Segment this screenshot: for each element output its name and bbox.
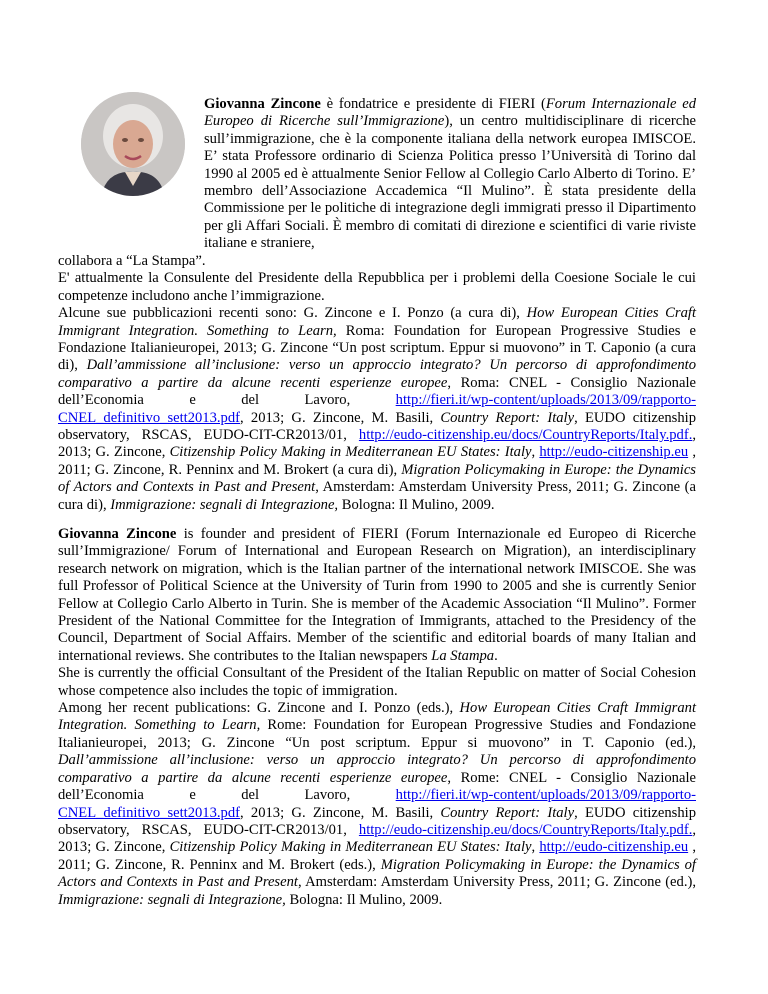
text-run: , 2013; G. Zincone, bbox=[58, 427, 696, 461]
portrait-image bbox=[81, 92, 185, 196]
italian-bio-body bbox=[58, 253, 696, 514]
text-run: , 2013; G. Zincone, M. Basili, bbox=[240, 804, 441, 821]
text-run: , EUDO citizenship observatory, RSCAS, EUDO-CIT-CR2013/01, bbox=[58, 804, 696, 838]
title-italic: How European Cities Craft Immigrant Integration. Something to Learn, bbox=[58, 305, 697, 339]
text-run: , bbox=[531, 839, 540, 856]
text-run: , Amsterdam: Amsterdam University Press, 2011; G. Zincone (a cura di), bbox=[58, 479, 696, 513]
newspaper-italic: La Stampa bbox=[431, 647, 495, 664]
portrait-photo bbox=[81, 92, 185, 196]
title-italic: How European Cities Craft Immigrant Integration. Something to Learn, bbox=[58, 700, 696, 734]
title-italic: Immigrazione: segnali di Integrazione, bbox=[58, 891, 286, 908]
text-run: , bbox=[531, 444, 540, 461]
italian-name: Giovanna Zincone bbox=[204, 96, 321, 112]
english-paragraph-3 bbox=[58, 700, 696, 909]
eudo-country-report-link[interactable]: http://eudo-citizenship.eu/docs/CountryReports/Italy.pdf. bbox=[358, 821, 693, 838]
text-run: , 2013; G. Zincone, bbox=[58, 821, 696, 856]
text-run: is founder and president of FIERI (Forum Internazionale ed Europeo di Ricerche sull’Immigrazione/ Forum of International and European Research on Migration), an interdisciplinary research network on migration, which is the Italian partner of the international network IMISCOE. She was full Professor of Political Science at the University of Turin from 1990 to 2005 and she is currently Senior Fellow at Collegio Carlo Alberto in Turin. She is member of the Academic Association “Il Mulino”. Former President of the National Committee for the Integration of Immigrants, attached to the Presidency of the Council, Department of Social Affairs. Member of the scientific and editorial boards of many Italian and international reviews. She contributes to the Italian newspapers bbox=[58, 526, 697, 664]
text-run: è fondatrice e presidente di FIERI ( bbox=[320, 96, 546, 112]
title-italic: Migration Policymaking in Europe: the Dynamics of Actors and Contexts in Past and Present bbox=[58, 461, 696, 496]
text-run: , 2011; G. Zincone, R. Penninx and M. Brokert (a cura di), bbox=[58, 444, 696, 478]
text-run: collabora a “La Stampa”. bbox=[58, 253, 206, 269]
text-run: , 2011; G. Zincone, R. Penninx and M. Brokert (eds.), bbox=[58, 839, 696, 873]
eudo-country-report-link[interactable]: http://eudo-citizenship.eu/docs/CountryReports/Italy.pdf. bbox=[358, 427, 693, 444]
text-run: Roma: Foundation for European Progressive Studies e Fondazione Italianieuropei, 2013; G. Zincone “Un post scriptum. Eppur si muovono” in T. Caponio (a cura di), bbox=[58, 322, 696, 374]
english-bio bbox=[58, 526, 696, 909]
english-paragraph-2: She is currently the official Consultant of the President of the Italian Republic on matter of Social Cohesion whose competence also includes the topic of immigration. bbox=[58, 665, 696, 699]
text-run: Among her recent publications: G. Zincone and I. Ponzo (eds.), bbox=[58, 700, 460, 717]
text-run: , Amsterdam: Amsterdam University Press, 2011; G. Zincone (ed.), bbox=[297, 874, 696, 891]
english-paragraph-1 bbox=[58, 526, 696, 665]
cnel-report-link[interactable]: http://fieri.it/wp-content/uploads/2013/09/rapporto-CNEL_definitivo_sett2013.pdf bbox=[58, 787, 696, 821]
title-italic: Immigrazione: segnali di Integrazione, bbox=[110, 496, 339, 513]
title-italic: Citizenship Policy Making in Mediterranean EU States: Italy bbox=[169, 839, 532, 856]
text-run: . bbox=[494, 647, 498, 664]
italian-paragraph-2: E' attualmente la Consulente del Presidente della Repubblica per i problemi della Coesione Sociale le cui competenze includono anche l’immigrazione. bbox=[58, 270, 696, 304]
title-italic: Country Report: Italy bbox=[440, 409, 575, 426]
text-run: , 2013; G. Zincone, M. Basili, bbox=[240, 409, 441, 426]
text-run: Bologna: Il Mulino, 2009. bbox=[338, 496, 495, 513]
text-run: , Rome: CNEL - Consiglio Nazionale dell’Economia e del Lavoro, bbox=[58, 769, 696, 804]
english-name: Giovanna Zincone bbox=[58, 526, 177, 542]
italian-paragraph-1-tail bbox=[58, 253, 696, 270]
text-run: , EUDO citizenship observatory, RSCAS, EUDO-CIT-CR2013/01, bbox=[58, 409, 696, 444]
text-run: Alcune sue pubblicazioni recenti sono: G. Zincone e I. Ponzo (a cura di), bbox=[58, 305, 527, 322]
eudo-citizenship-link[interactable]: http://eudo-citizenship.eu bbox=[539, 839, 689, 856]
org-name-italic: Forum Internazionale ed Europeo di Ricerche sull’Immigrazione bbox=[204, 96, 697, 130]
title-italic: Migration Policymaking in Europe: the Dynamics of Actors and Contexts in Past and Present bbox=[58, 856, 696, 891]
text-run: , Roma: CNEL - Consiglio Nazionale dell’Economia e del Lavoro, bbox=[58, 374, 696, 409]
title-italic: Citizenship Policy Making in Mediterranean EU States: Italy bbox=[169, 444, 532, 461]
text-run: Rome: Foundation for European Progressive Studies and Fondazione Italianieuropei, 2013; G. Zincone “Un post scriptum. Eppur si muovono” in T. Caponio (ed.), bbox=[58, 717, 696, 751]
italian-bio-intro bbox=[204, 96, 696, 253]
text-run: ), un centro multidisciplinare di ricerche sull’immigrazione, che è la componente italiana della network europea IMISCOE. E’ stata Professore ordinario di Scienza Politica presso l’Università di Torino dal 1990 al 2005 ed è attualmente Senior Fellow al Collegio Carlo Alberto di Torino. E’ membro dell’Associazione Accademica “Il Mulino”. È stata presidente della Commissione per le politiche di integrazione degli immigrati presso il Dipartimento per gli Affari Sociali. È membro di comitati di direzione e scientifici di varie riviste italiane e straniere, bbox=[204, 113, 696, 252]
italian-paragraph-3 bbox=[58, 305, 696, 514]
text-run: Bologna: Il Mulino, 2009. bbox=[285, 891, 443, 908]
eudo-citizenship-link[interactable]: http://eudo-citizenship.eu bbox=[539, 444, 689, 461]
cnel-report-link[interactable]: http://fieri.it/wp-content/uploads/2013/09/rapporto-CNEL_definitivo_sett2013.pdf bbox=[58, 392, 696, 426]
title-italic: Dall’ammissione all’inclusione: verso un approccio integrato? Un percorso di approfondimento comparativo a partire da alcune recenti esperienze europee bbox=[58, 357, 696, 391]
title-italic: Country Report: Italy bbox=[440, 804, 575, 821]
title-italic: Dall’ammissione all’inclusione: verso un approccio integrato? Un percorso di approfondimento comparativo a partire da alcune recenti esperienze europee bbox=[58, 752, 696, 786]
italian-paragraph-1 bbox=[204, 96, 696, 253]
